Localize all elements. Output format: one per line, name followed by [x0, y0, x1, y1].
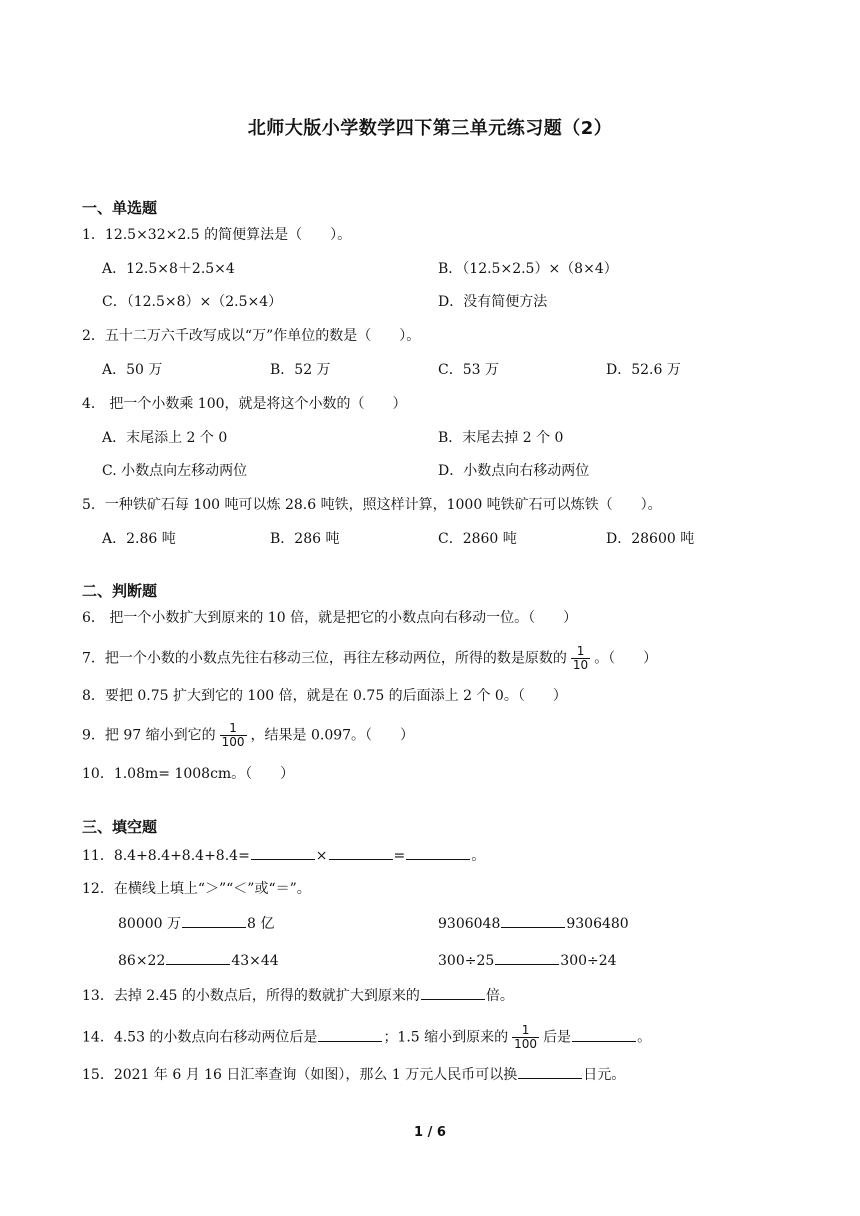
question-5-option-b: B．286 吨	[270, 531, 340, 547]
page-number: 1 / 6	[414, 1125, 446, 1140]
fraction-numerator: 1	[521, 1023, 530, 1037]
answer-blank[interactable]	[166, 950, 230, 965]
question-14	[82, 1024, 651, 1051]
question-7-suffix: 。（ ）	[594, 650, 658, 667]
page-title: 北师大版小学数学四下第三单元练习题（2）	[247, 118, 613, 139]
question-14-text: 14．4.53 的小数点向右移动两位后是	[82, 1029, 318, 1046]
answer-blank[interactable]	[329, 845, 393, 860]
question-1-option-b: B．（12.5×2.5）×（8×4）	[438, 261, 618, 277]
question-7	[82, 645, 657, 672]
question-9-text: 9．把 97 缩小到它的	[82, 727, 216, 744]
answer-blank[interactable]	[495, 950, 559, 965]
question-2-option-a: A．50 万	[102, 362, 163, 378]
question-13-suffix: 倍。	[485, 988, 514, 1004]
fraction-numerator: 1	[229, 721, 237, 735]
question-1-option-d: D．没有简便方法	[438, 294, 548, 310]
question-15-suffix: 日元。	[583, 1067, 626, 1083]
question-15-text: 15．2021 年 6 月 16 日汇率查询（如图），那么 1 万元人民币可以换	[82, 1067, 518, 1083]
question-4-option-a: A．末尾添上 2 个 0	[102, 430, 228, 446]
question-7-text: 7．把一个小数的小数点先往右移动三位，再往左移动两位，所得的数是原数的	[82, 650, 567, 667]
section-heading-true-false: 二、判断题	[82, 582, 158, 600]
section-heading-fill-in: 三、填空题	[82, 818, 158, 836]
question-2-option-b: B．52 万	[270, 362, 331, 378]
answer-blank[interactable]	[318, 1027, 382, 1042]
question-14-middle: ；1.5 缩小到原来的	[383, 1029, 509, 1046]
section-heading-single-choice: 一、单选题	[82, 199, 158, 217]
fraction-denominator: 100	[514, 1037, 538, 1051]
comparison-right: 9306480	[566, 916, 629, 932]
comparison-left: 80000 万	[118, 916, 181, 932]
question-2-stem: 2．五十二万六千改写成以“万”作单位的数是（ ）。	[82, 328, 421, 344]
question-1-stem: 1．12.5×32×2.5 的简便算法是（ ）。	[82, 227, 352, 243]
question-1-option-c: C．（12.5×8）×（2.5×4）	[102, 294, 283, 310]
answer-blank[interactable]	[182, 913, 246, 928]
question-11-text: 11．8.4+8.4+8.4+8.4=	[82, 848, 250, 864]
question-13	[82, 985, 514, 1006]
question-12-item-1	[118, 913, 274, 934]
question-5-option-d: D．28600 吨	[606, 531, 695, 547]
comparison-right: 300÷24	[560, 953, 617, 969]
question-9-suffix: ，结果是 0.097。（ ）	[250, 727, 415, 744]
fraction-denominator: 100	[221, 735, 245, 749]
question-6: 6． 把一个小数扩大到原来的 10 倍，就是把它的小数点向右移动一位。（ ）	[82, 610, 578, 626]
fraction-denominator: 10	[572, 658, 589, 672]
question-12-item-4	[438, 950, 617, 971]
question-12-item-3	[118, 950, 279, 971]
answer-blank[interactable]	[518, 1064, 582, 1079]
comparison-left: 9306048	[438, 916, 501, 932]
times-sign: ×	[315, 848, 328, 864]
answer-blank[interactable]	[572, 1027, 636, 1042]
question-5-stem: 5．一种铁矿石每 100 吨可以炼 28.6 吨铁，照这样计算，1000 吨铁矿石可以炼铁（ ）。	[82, 497, 662, 513]
answer-blank[interactable]	[251, 845, 315, 860]
question-12-stem: 12．在横线上填上“＞”“＜”或“＝”。	[82, 881, 311, 897]
question-2-option-c: C．53 万	[438, 362, 499, 378]
question-11	[82, 845, 485, 866]
question-9	[82, 722, 414, 749]
answer-blank[interactable]	[421, 985, 485, 1000]
question-10: 10．1.08m= 1008cm。（ ）	[82, 766, 295, 782]
comparison-left: 86×22	[118, 953, 166, 969]
question-5-option-c: C．2860 吨	[438, 531, 517, 547]
question-11-suffix: 。	[471, 848, 486, 864]
question-15	[82, 1064, 625, 1085]
question-1-option-a: A．12.5×8＋2.5×4	[102, 261, 235, 277]
fraction-one-hundredth	[220, 722, 247, 749]
fraction-one-hundredth	[512, 1024, 539, 1051]
fraction-one-tenth	[571, 645, 590, 672]
question-14-middle-2: 后是	[543, 1029, 572, 1046]
question-14-suffix: 。	[637, 1029, 652, 1046]
question-13-text: 13．去掉 2.45 的小数点后，所得的数就扩大到原来的	[82, 988, 420, 1004]
question-4-stem: 4． 把一个小数乘 100，就是将这个小数的（ ）	[82, 396, 407, 412]
fraction-numerator: 1	[576, 644, 585, 658]
question-4-option-b: B．末尾去掉 2 个 0	[438, 430, 564, 446]
question-5-option-a: A．2.86 吨	[102, 531, 176, 547]
question-8: 8．要把 0.75 扩大到它的 100 倍，就是在 0.75 的后面添上 2 个 0。（ ）	[82, 688, 567, 704]
answer-blank[interactable]	[406, 845, 470, 860]
question-4-option-c: C. 小数点向左移动两位	[102, 463, 248, 479]
comparison-right: 8 亿	[247, 916, 275, 932]
answer-blank[interactable]	[501, 913, 565, 928]
comparison-right: 43×44	[231, 953, 279, 969]
question-2-option-d: D．52.6 万	[606, 362, 681, 378]
question-12-item-2	[438, 913, 629, 934]
equals-sign: =	[393, 848, 406, 864]
comparison-left: 300÷25	[438, 953, 495, 969]
question-4-option-d: D．小数点向右移动两位	[438, 463, 590, 479]
